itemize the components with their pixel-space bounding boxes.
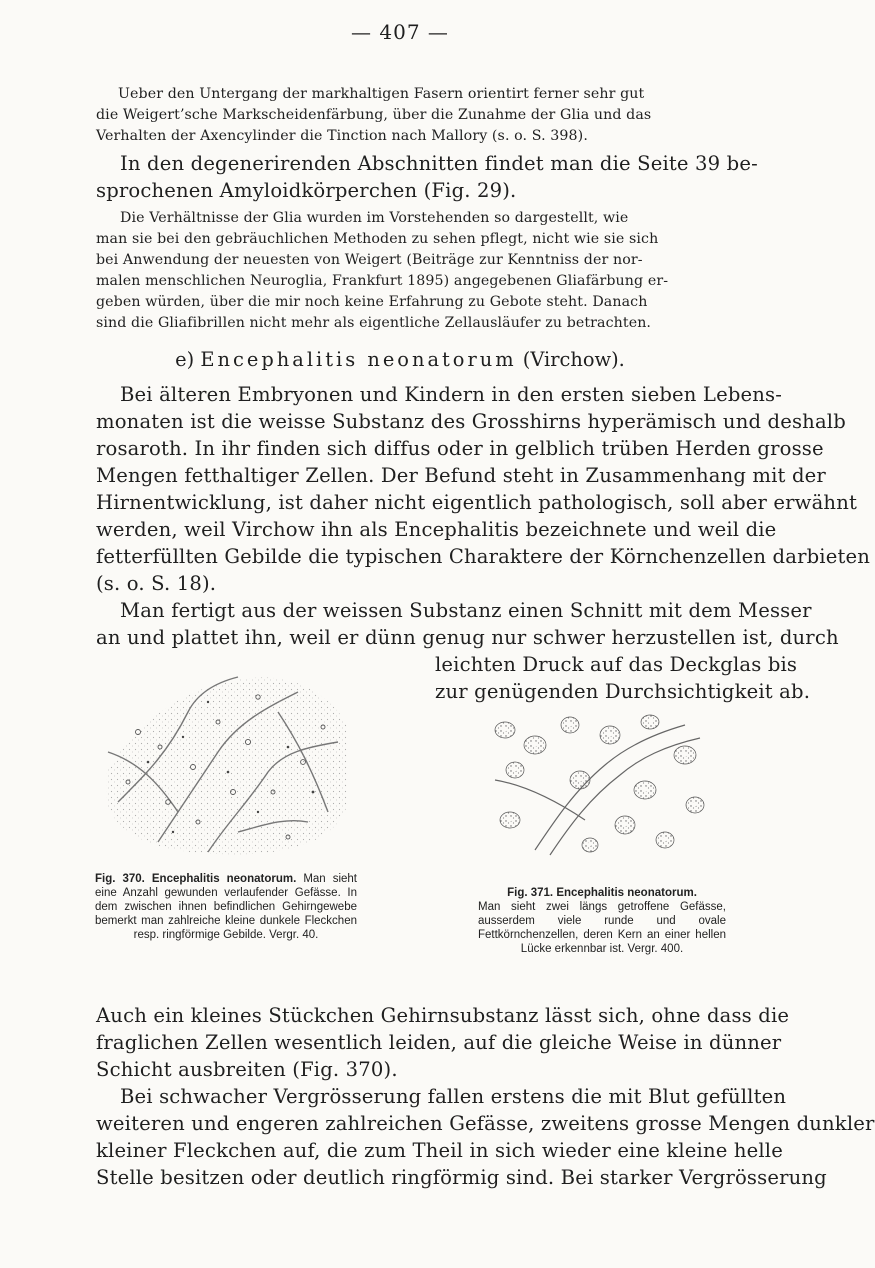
figure-370-text: Man sieht eine Anzahl gewunden verlaufender Gefässe. In dem zwischen ihnen befindlichen Gehirngewebe bemerkt man zahlreiche kleine dunkele Fleckchen resp. ringförmige Gebilde. Vergr. 40. [95, 873, 357, 941]
para6-line-3: Schicht ausbreiten (Fig. 370). [96, 1058, 398, 1081]
heading-author: (Virchow). [522, 348, 625, 371]
para3-line-1: Die Verhältnisse der Glia wurden im Vorstehenden so dargestellt, wie [120, 210, 629, 226]
para5-line-2: an und plattet ihn, weil er dünn genug nur schwer herzustellen ist, durch [96, 626, 839, 649]
figure-370-drawing [98, 652, 353, 857]
para5-line-4: zur genügenden Durchsichtigkeit ab. [435, 680, 811, 703]
para4-line-1: Bei älteren Embryonen und Kindern in den ersten sieben Lebens- [120, 383, 782, 406]
para3-line-5: geben würden, über die mir noch keine Erfahrung zu Gebote steht. Danach [96, 294, 648, 310]
heading-prefix: e) [175, 348, 195, 371]
para3-line-6: sind die Gliafibrillen nicht mehr als eigentliche Zellausläufer zu betrachten. [96, 315, 652, 331]
para7-line-1: Bei schwacher Vergrösserung fallen erstens die mit Blut gefüllten [120, 1085, 787, 1108]
para7-line-3: kleiner Fleckchen auf, die zum Theil in sich wieder eine kleine helle [96, 1139, 783, 1162]
para2-line-1: In den degenerirenden Abschnitten findet man die Seite 39 be- [120, 152, 758, 175]
figure-370-image [98, 652, 353, 857]
figure-370-label: Fig. 370. [95, 873, 145, 885]
figure-371-text: Man sieht zwei längs getroffene Gefässe, ausserdem viele runde und ovale Fettkörnchenzellen, deren Kern an einer hellen Lücke erkennbar ist. Vergr. 400. [478, 901, 726, 955]
para3-line-2: man sie bei den gebräuchlichen Methoden zu sehen pflegt, nicht wie sie sich [96, 231, 659, 247]
para3-line-3: bei Anwendung der neuesten von Weigert (Beiträge zur Kenntniss der nor- [96, 252, 643, 268]
para4-line-8: (s. o. S. 18). [96, 572, 217, 595]
para1-line-2: die Weigert’sche Markscheidenfärbung, über die Zunahme der Glia und das [96, 107, 652, 123]
para7-line-4: Stelle besitzen oder deutlich ringförmig sind. Bei starker Vergrösserung [96, 1166, 827, 1189]
para4-line-5: Hirnentwicklung, ist daher nicht eigentlich pathologisch, soll aber erwähnt [96, 491, 857, 514]
para6-line-1: Auch ein kleines Stückchen Gehirnsubstanz lässt sich, ohne dass die [96, 1004, 790, 1027]
figure-370-caption [95, 872, 357, 942]
section-heading [0, 348, 800, 371]
figure-371-title: Encephalitis neonatorum. [556, 887, 697, 899]
heading-title: Encephalitis neonatorum [200, 348, 517, 371]
para4-line-4: Mengen fetthaltiger Zellen. Der Befund steht in Zusammenhang mit der [96, 464, 826, 487]
page-number: — 407 — [351, 20, 449, 44]
para4-line-6: werden, weil Virchow ihn als Encephalitis bezeichnete und weil die [96, 518, 777, 541]
para3-line-4: malen menschlichen Neuroglia, Frankfurt 1895) angegebenen Gliafärbung er- [96, 273, 669, 289]
para5-line-1: Man fertigt aus der weissen Substanz einen Schnitt mit dem Messer [120, 599, 812, 622]
figure-371-label: Fig. 371. [507, 887, 554, 899]
para2-line-2: sprochenen Amyloidkörperchen (Fig. 29). [96, 179, 517, 202]
figure-370-title: Encephalitis neonatorum. [151, 873, 297, 885]
para4-line-7: fetterfüllten Gebilde die typischen Charaktere der Körnchenzellen darbieten [96, 545, 870, 568]
figure-371-drawing [475, 710, 715, 856]
para7-line-2: weiteren und engeren zahlreichen Gefässe, zweitens grosse Mengen dunkler [96, 1112, 875, 1135]
para6-line-2: fraglichen Zellen wesentlich leiden, auf die gleiche Weise in dünner [96, 1031, 782, 1054]
figure-371-caption [478, 886, 726, 956]
para1-line-3: Verhalten der Axencylinder die Tinction nach Mallory (s. o. S. 398). [96, 128, 588, 144]
para4-line-2: monaten ist die weisse Substanz des Grosshirns hyperämisch und deshalb [96, 410, 846, 433]
para4-line-3: rosaroth. In ihr finden sich diffus oder in gelblich trüben Herden grosse [96, 437, 824, 460]
para5-line-3: leichten Druck auf das Deckglas bis [435, 653, 798, 676]
figure-371-image [475, 710, 715, 856]
para1-line-1: Ueber den Untergang der markhaltigen Fasern orientirt ferner sehr gut [118, 86, 645, 102]
